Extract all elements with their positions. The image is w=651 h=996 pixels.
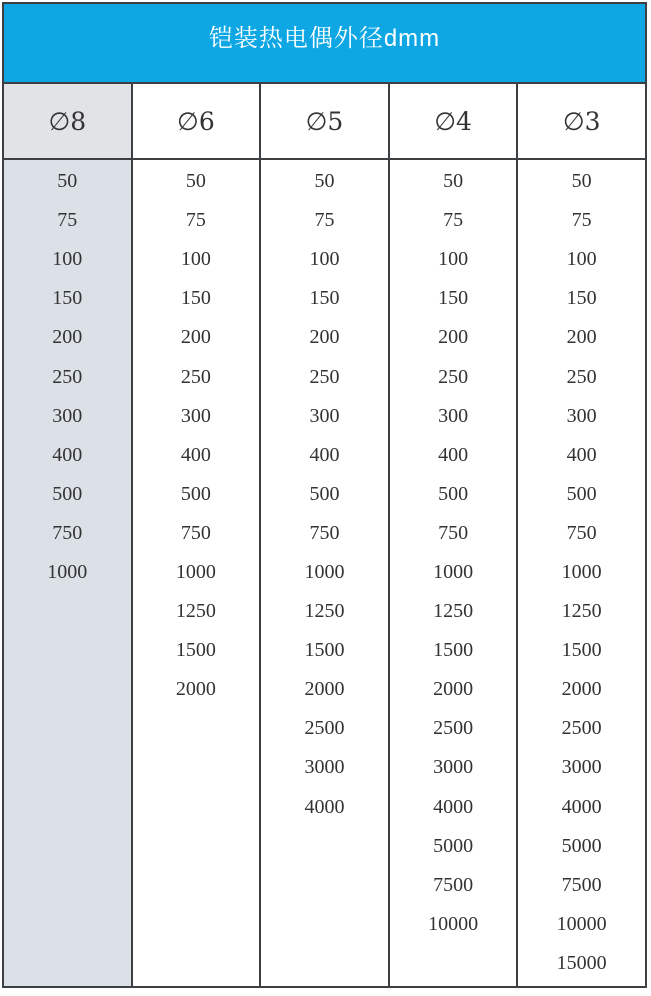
length-value: 250 (180, 365, 211, 388)
length-value: 750 (566, 521, 597, 544)
length-value: 1000 (47, 560, 88, 583)
length-value: 100 (438, 248, 469, 271)
length-value: 75 (185, 209, 206, 232)
length-value: 7500 (561, 873, 602, 896)
length-value: 1250 (175, 600, 216, 623)
thermocouple-diameter-length-table (2, 2, 647, 988)
length-value: 400 (566, 443, 597, 466)
length-value: 400 (180, 443, 211, 466)
length-value: 10000 (428, 912, 479, 935)
length-value: 1250 (304, 600, 345, 623)
length-value: 100 (180, 248, 211, 271)
length-value: 2500 (561, 717, 602, 740)
length-value: 750 (309, 521, 340, 544)
length-value: 150 (52, 287, 83, 310)
length-value: 75 (443, 209, 464, 232)
column-d4 (390, 160, 519, 986)
length-value: 50 (185, 170, 206, 193)
length-value: 300 (438, 404, 469, 427)
column-header-d8: ∅8 (4, 84, 133, 158)
length-value: 1250 (433, 600, 474, 623)
length-value: 50 (571, 170, 592, 193)
length-value: 2000 (175, 678, 216, 701)
length-value: 500 (52, 482, 83, 505)
column-d6 (133, 160, 262, 986)
length-value: 100 (309, 248, 340, 271)
length-value: 1500 (304, 639, 345, 662)
length-value: 250 (566, 365, 597, 388)
length-value: 250 (52, 365, 83, 388)
length-value: 2500 (304, 717, 345, 740)
column-d5 (261, 160, 390, 986)
length-value: 750 (52, 521, 83, 544)
column-d3 (518, 160, 645, 986)
column-header-d5: ∅5 (261, 84, 390, 158)
length-value: 500 (566, 482, 597, 505)
column-header-d6: ∅6 (133, 84, 262, 158)
length-value: 75 (571, 209, 592, 232)
length-value: 300 (309, 404, 340, 427)
column-d8 (4, 160, 133, 986)
column-header-d3: ∅3 (518, 84, 645, 158)
length-value: 150 (438, 287, 469, 310)
length-value: 1000 (561, 560, 602, 583)
length-value: 250 (438, 365, 469, 388)
length-value: 500 (180, 482, 211, 505)
length-value: 1500 (561, 639, 602, 662)
length-value: 1500 (175, 639, 216, 662)
length-value: 3000 (561, 756, 602, 779)
length-value: 1000 (433, 560, 474, 583)
length-value: 300 (180, 404, 211, 427)
length-value: 400 (438, 443, 469, 466)
length-value: 5000 (561, 834, 602, 857)
length-value: 250 (309, 365, 340, 388)
length-value: 1000 (175, 560, 216, 583)
length-value: 50 (443, 170, 464, 193)
length-value: 150 (566, 287, 597, 310)
length-value: 750 (438, 521, 469, 544)
length-value: 4000 (433, 795, 474, 818)
length-value: 75 (57, 209, 78, 232)
column-header-d4: ∅4 (390, 84, 519, 158)
length-value: 3000 (304, 756, 345, 779)
length-value: 300 (52, 404, 83, 427)
length-value: 1250 (561, 600, 602, 623)
length-value: 100 (52, 248, 83, 271)
length-value: 5000 (433, 834, 474, 857)
length-value: 4000 (304, 795, 345, 818)
length-value: 200 (52, 326, 83, 349)
length-value: 1000 (304, 560, 345, 583)
length-value: 750 (180, 521, 211, 544)
length-value: 2000 (561, 678, 602, 701)
length-value: 2000 (433, 678, 474, 701)
length-value: 75 (314, 209, 335, 232)
length-value: 100 (566, 248, 597, 271)
length-value: 7500 (433, 873, 474, 896)
length-value: 2000 (304, 678, 345, 701)
length-value: 200 (566, 326, 597, 349)
table-body (4, 160, 645, 986)
length-value: 3000 (433, 756, 474, 779)
length-value: 10000 (556, 912, 607, 935)
length-value: 150 (180, 287, 211, 310)
length-value: 300 (566, 404, 597, 427)
length-value: 50 (57, 170, 78, 193)
length-value: 200 (438, 326, 469, 349)
header-row (4, 84, 645, 160)
length-value: 500 (438, 482, 469, 505)
length-value: 200 (180, 326, 211, 349)
length-value: 1500 (433, 639, 474, 662)
length-value: 500 (309, 482, 340, 505)
length-value: 200 (309, 326, 340, 349)
table-title: 铠装热电偶外径dmm (4, 4, 645, 84)
length-value: 50 (314, 170, 335, 193)
length-value: 150 (309, 287, 340, 310)
length-value: 2500 (433, 717, 474, 740)
length-value: 400 (309, 443, 340, 466)
length-value: 4000 (561, 795, 602, 818)
length-value: 15000 (556, 951, 607, 974)
length-value: 400 (52, 443, 83, 466)
